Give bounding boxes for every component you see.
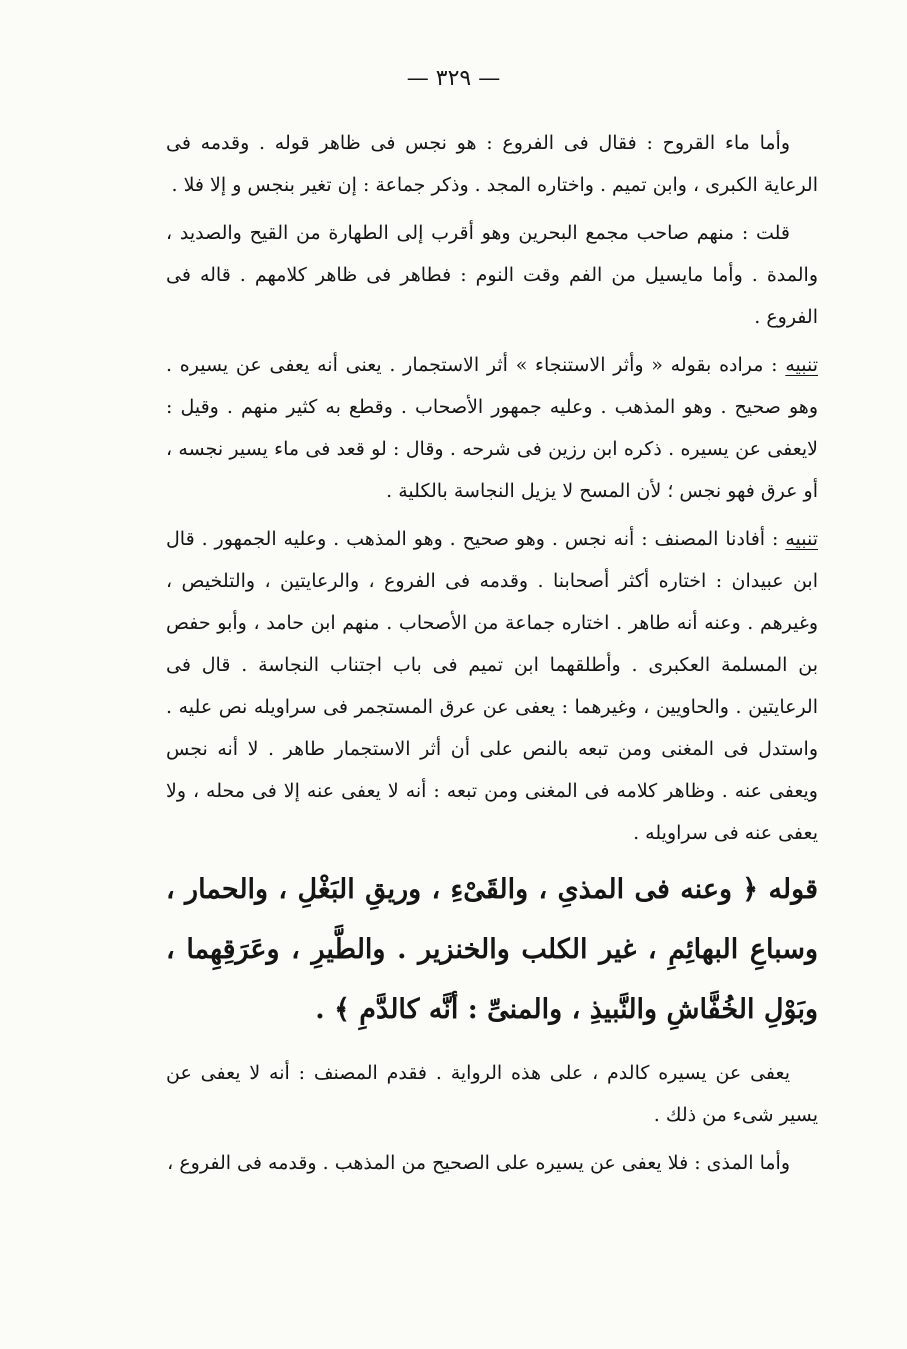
- paragraph-yufa: يعفى عن يسيره كالدم ، على هذه الرواية . فقدم المصنف : أنه لا يعفى عن يسير شىء من ذلك .: [166, 1062, 818, 1126]
- paragraph-tanbih-najas: [166, 518, 818, 854]
- page-body: [166, 122, 818, 1190]
- paragraph-text: : مراده بقوله « وأثر الاستنجاء » أثر الاستجمار . يعنى أنه يعفى عن يسيره . وهو صحيح . وهو المذهب . وعليه جمهور الأصحاب . وقطع به كثير منهم . وقيل : لايعفى عن يسيره . ذكره ابن رزين فى شرحه . وقال : لو قعد فى ماء يسير نجسه ، أو عرق فهو نجس ؛ لأن المسح لا يزيل النجاسة بالكلية .: [166, 354, 818, 502]
- tanbih-label: تنبيه: [785, 354, 818, 376]
- matn-text: ﴿ وعنه فى المذىِ ، والقَىْءِ ، وريقِ البَغْلِ ، والحمار ، وسباعِ البهائِمِ ، غير الكلب والخنزير . والطَّيرِ ، وعَرَقِهِما ، وبَوْلِ الخُفَّاشِ والنَّبيذِ ، والمنىِّ : أنَّه كالدَّمِ ﴾ .: [166, 874, 818, 1025]
- paragraph-text: : أفادنا المصنف : أنه نجس . وهو صحيح . وهو المذهب . وعليه الجمهور . قال ابن عبيدان : اختاره أكثر أصحابنا . وقدمه فى الفروع ، والرعايتين ، والتلخيص ، وغيرهم . وعنه أنه طاهر . اختاره جماعة من الأصحاب . منهم ابن حامد ، وأبو حفص بن المسلمة العكبرى . وأطلقهما ابن تميم فى باب اجتناب النجاسة . قال فى الرعايتين . والحاويين ، وغيرهما : يعفى عن عرق المستجمر فى سراويله نص عليه . واستدل فى المغنى ومن تبعه بالنص على أن أثر الاستجمار طاهر . لا أنه نجس ويعفى عنه . وظاهر كلامه فى المغنى ومن تبعه : أنه لا يعفى عنه إلا فى محله ، ولا يعفى عنه فى سراويله .: [166, 528, 818, 844]
- tanbih-label: تنبيه: [785, 528, 818, 550]
- page-number: — ٣٢٩ —: [406, 66, 501, 91]
- matn-lead: قوله: [768, 874, 818, 905]
- matn-quote: [166, 860, 818, 1040]
- paragraph-tanbih-istinja: [166, 344, 818, 512]
- paragraph-qultu: قلت : منهم صاحب مجمع البحرين وهو أقرب إلى الطهارة من القيح والصديد ، والمدة . وأما مايسيل من الفم وقت النوم : فطاهر فى ظاهر كلامهم . قاله فى الفروع .: [166, 222, 818, 328]
- paragraph-madhy: وأما المذى : فلا يعفى عن يسيره على الصحيح من المذهب . وقدمه فى الفروع ،: [167, 1152, 790, 1174]
- paragraph-water-of-sores: وأما ماء القروح : فقال فى الفروع : هو نجس فى ظاهر قوله . وقدمه فى الرعاية الكبرى ، وابن تميم . واختاره المجد . وذكر جماعة : إن تغير بنجس و إلا فلا .: [166, 132, 818, 196]
